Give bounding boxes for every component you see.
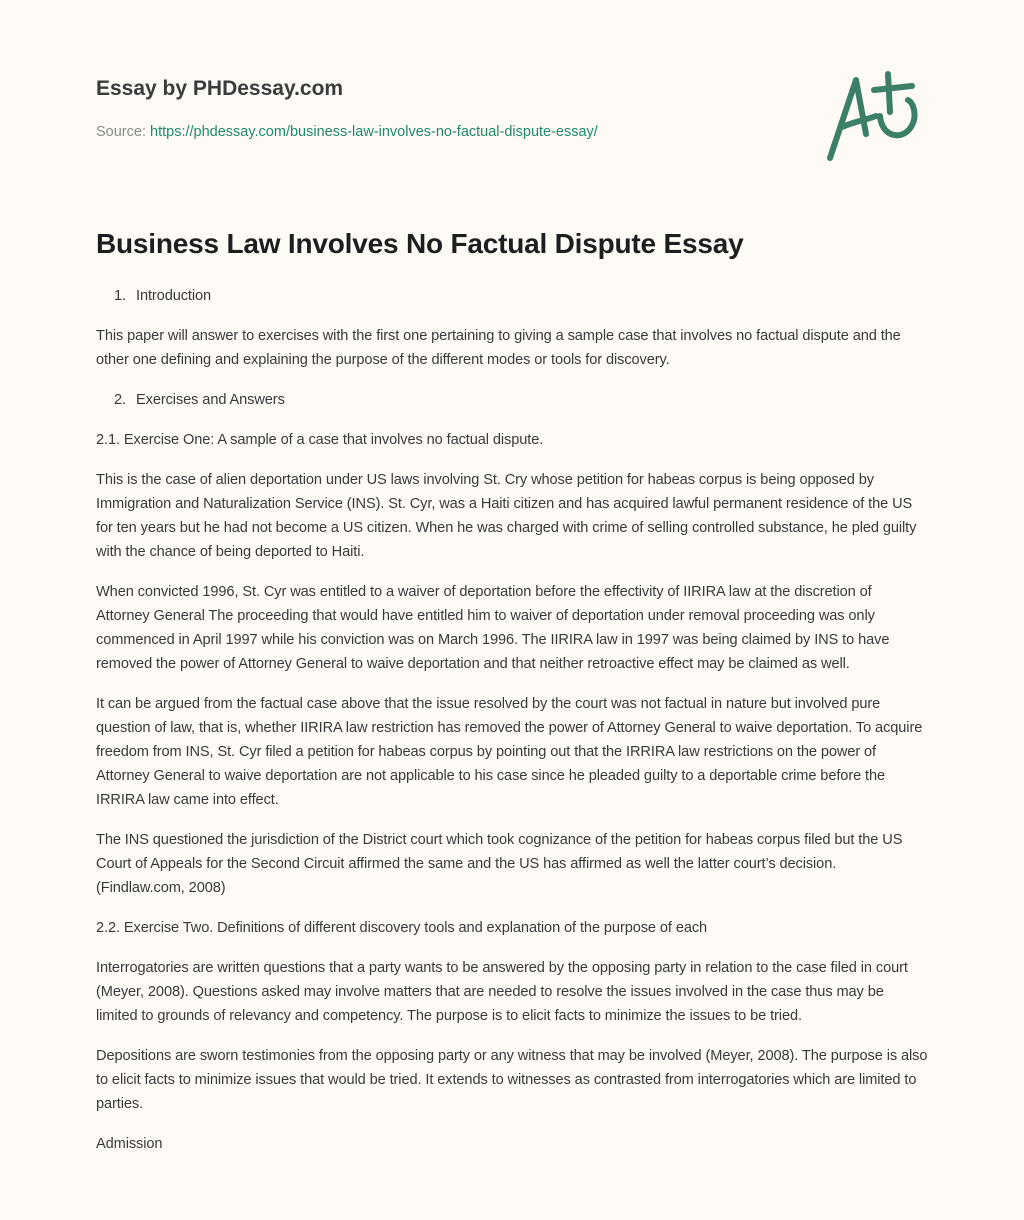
site-brand: Essay by PHDessay.com xyxy=(96,77,344,100)
paragraph: This paper will answer to exercises with the first one pertaining to giving a sample case that involves no factual dispute and the other one defining and explaining the purpose of the different modes or tools for discovery. xyxy=(96,328,901,368)
paragraph: This is the case of alien deportation under US laws involving St. Cry whose petition for habeas corpus is being opposed by Immigration and Naturalization Service (INS). St. Cyr, was a Haiti citizen and has acquired lawful permanent residence of the US for ten years but he had not become a US citizen. When he was charged with crime of selling controlled substance, he pled guilty with the chance of being deported to Haiti. xyxy=(96,472,917,560)
paragraph: The INS questioned the jurisdiction of the District court which took cognizance of the petition for habeas corpus filed but the US Court of Appeals for the Second Circuit affirmed the same and the US has affirmed as well the latter court’s decision. (Findlaw.com, 2008) xyxy=(96,832,903,896)
list-text: Introduction xyxy=(136,288,212,304)
paragraph: Depositions are sworn testimonies from the opposing party or any witness that may be involved (Meyer, 2008). The purpose is also to elicit facts to minimize issues that would be tried. It extends to witnesses as contrasted from interrogatories which are limited to parties. xyxy=(96,1048,928,1112)
list-item xyxy=(96,284,928,308)
paragraph: It can be argued from the factual case above that the issue resolved by the court was not factual in nature but involved pure question of law, that is, whether IIRIRA law restriction has removed the power of Attorney General to waive deportation. To acquire freedom from INS, St. Cyr filed a petition for habeas corpus by pointing out that the IRRIRA law restrictions on the power of Attorney General to waive deportation are not applicable to his case since he pleaded guilty to a deportable crime before the IRRIRA law came into effect. xyxy=(96,696,923,808)
source-line xyxy=(96,124,598,140)
paragraph: When convicted 1996, St. Cyr was entitled to a waiver of deportation before the effectivity of IIRIRA law at the discretion of Attorney General The proceeding that would have entitled him to waiver of deportation under removal proceeding was only commenced in April 1997 while his conviction was on March 1996. The IIRIRA law in 1997 was being claimed by INS to have removed the power of Attorney General to waive deportation and that neither retroactive effect may be claimed as well. xyxy=(96,584,890,672)
paragraph: Interrogatories are written questions that a party wants to be answered by the opposing party in relation to the case filed in court (Meyer, 2008). Questions asked may involve matters that are needed to resolve the issues involved in the case thus may be limited to grounds of relevancy and competency. The purpose is to elicit facts to minimize the issues to be tried. xyxy=(96,960,908,1024)
list-number: 2. xyxy=(114,392,126,408)
paragraph: 2.2. Exercise Two. Definitions of different discovery tools and explanation of the purpose of each xyxy=(96,920,708,936)
list-item xyxy=(96,388,928,412)
article-title: Business Law Involves No Factual Dispute Essay xyxy=(96,228,744,259)
article-body xyxy=(96,284,928,1156)
a-plus-logo-icon xyxy=(822,66,932,166)
article xyxy=(96,226,928,1172)
paragraph: Admission xyxy=(96,1136,163,1152)
source-link[interactable]: https://phdessay.com/business-law-involves-no-factual-dispute-essay/ xyxy=(150,124,598,140)
source-label: Source: xyxy=(96,124,146,140)
list-number: 1. xyxy=(114,288,126,304)
paragraph: 2.1. Exercise One: A sample of a case that involves no factual dispute. xyxy=(96,432,544,448)
list-text: Exercises and Answers xyxy=(136,392,285,408)
